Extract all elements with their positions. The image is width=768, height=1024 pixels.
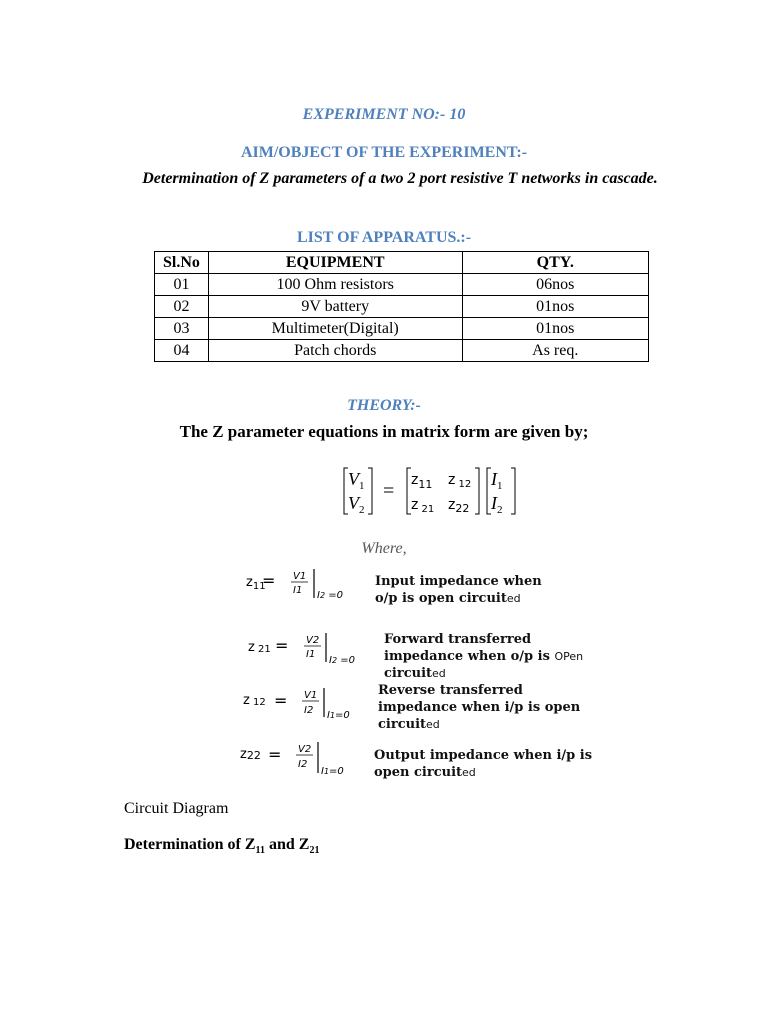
- svg-text:V2: V2: [298, 744, 312, 755]
- cell-qty: 06nos: [462, 274, 649, 296]
- z21-description: Forward transferred impedance when o/p is OPen circuited: [384, 632, 584, 681]
- z21-formula: [238, 630, 378, 670]
- svg-text:V2: V2: [306, 635, 320, 646]
- svg-text:z22: $z_{22}$: [448, 497, 470, 515]
- svg-text:V2: $V_2$: [348, 493, 365, 516]
- svg-text:I1: I1: [293, 585, 303, 596]
- cell-equipment: Multimeter(Digital): [208, 318, 462, 340]
- svg-text:=: =: [383, 480, 395, 502]
- column-header-equipment: EQUIPMENT: [208, 252, 462, 274]
- svg-text:V1: $V_1$: [348, 469, 365, 492]
- column-header-slno: Sl.No: [155, 252, 209, 274]
- where-label: Where,: [361, 540, 407, 557]
- cell-equipment: 9V battery: [208, 296, 462, 318]
- table-header-row: [155, 252, 649, 274]
- z-matrix-equation: [340, 462, 520, 518]
- table-row: [155, 340, 649, 362]
- svg-text:V1: V1: [293, 571, 307, 582]
- svg-text:=: =: [262, 571, 276, 590]
- column-header-qty: QTY.: [462, 252, 649, 274]
- aim-heading: AIM/OBJECT OF THE EXPERIMENT:-: [240, 144, 528, 161]
- circuit-diagram-label: Circuit Diagram: [124, 800, 229, 817]
- table-row: [155, 274, 649, 296]
- cell-slno: 01: [155, 274, 209, 296]
- cell-qty: 01nos: [462, 296, 649, 318]
- apparatus-table: [154, 251, 649, 362]
- svg-text:z11: $z_{11}$: [246, 575, 266, 592]
- svg-text:I2 =0: I2 =0: [317, 590, 343, 601]
- svg-text:=: =: [268, 745, 282, 764]
- z22-definition: [238, 738, 598, 788]
- svg-text:I2: I2: [298, 759, 308, 770]
- z12-formula: [238, 682, 378, 724]
- svg-text:I2: $I_2$: [491, 493, 503, 516]
- theory-heading: THEORY:-: [347, 397, 421, 414]
- z12-definition: [238, 682, 598, 732]
- aim-text: Determination of Z parameters of a two 2 port resistive T networks in cascade.: [142, 170, 658, 187]
- z22-description: Output impedance when i/p is open circuited: [374, 748, 593, 780]
- z11-description: Input impedance when o/p is open circuited: [375, 574, 542, 606]
- svg-text:I2: I2: [304, 705, 314, 716]
- cell-slno: 04: [155, 340, 209, 362]
- cell-qty: 01nos: [462, 318, 649, 340]
- svg-text:=: =: [275, 636, 289, 655]
- z21-definition: [238, 630, 598, 680]
- svg-text:z 21: z $_{21}$: [411, 497, 435, 515]
- svg-text:z 12: z 12: [243, 693, 266, 708]
- z22-formula: [238, 738, 378, 780]
- svg-text:z 21: z 21: [248, 640, 271, 655]
- svg-text:=: =: [274, 691, 288, 710]
- cell-equipment: Patch chords: [208, 340, 462, 362]
- z12-description: Reverse transferred impedance when i/p is open circuited: [378, 683, 581, 732]
- svg-text:I1=0: I1=0: [321, 766, 344, 777]
- svg-text:V1: V1: [304, 690, 318, 701]
- apparatus-heading: LIST OF APPARATUS.:-: [296, 229, 472, 246]
- cell-slno: 02: [155, 296, 209, 318]
- svg-text:I1=0: I1=0: [327, 710, 350, 721]
- experiment-title: EXPERIMENT NO:- 10: [302, 106, 466, 123]
- svg-text:z22: z22: [240, 747, 261, 762]
- z11-definition: [238, 566, 598, 616]
- table-row: [155, 318, 649, 340]
- cell-qty: As req.: [462, 340, 649, 362]
- theory-text: The Z parameter equations in matrix form are given by;: [179, 422, 589, 441]
- table-row: [155, 296, 649, 318]
- determination-heading: Determination of $Z_{11}$ and $Z_{21}$: [124, 836, 320, 857]
- cell-slno: 03: [155, 318, 209, 340]
- svg-text:I1: $I_1$: [491, 469, 503, 492]
- cell-equipment: 100 Ohm resistors: [208, 274, 462, 296]
- svg-text:I1: I1: [306, 649, 316, 660]
- svg-text:z 12: z $_{12}$: [448, 472, 472, 490]
- z11-formula: [238, 566, 368, 606]
- svg-text:I2 =0: I2 =0: [329, 655, 355, 666]
- svg-text:z11: $z_{11}$: [411, 472, 433, 491]
